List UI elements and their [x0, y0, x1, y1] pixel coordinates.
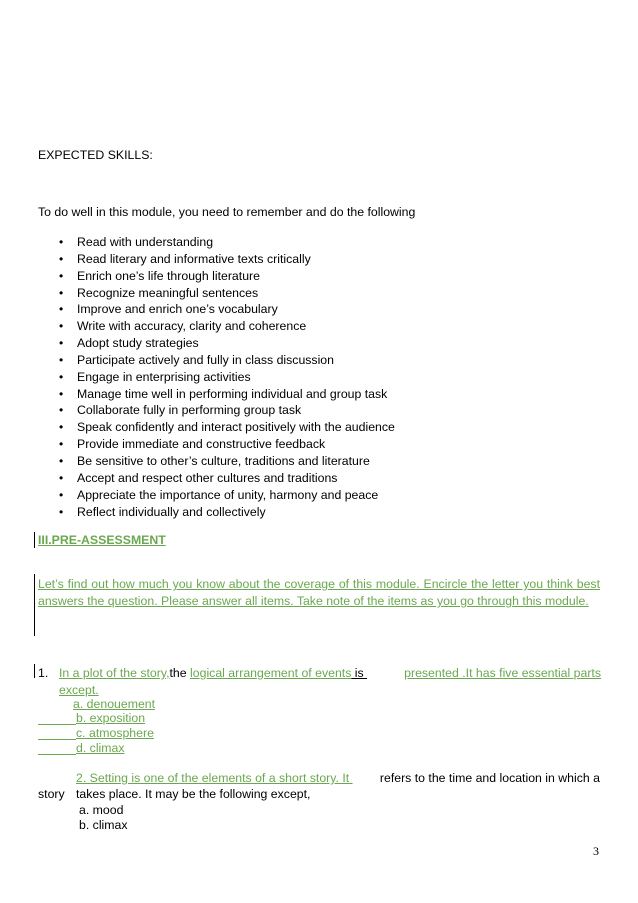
- question-1-number: 1.: [38, 666, 49, 680]
- bullet-icon: •: [59, 453, 64, 468]
- question-2-line2-lead: story: [38, 787, 65, 801]
- skill-list-item: [59, 402, 395, 419]
- bullet-icon: •: [59, 235, 64, 249]
- bullet-icon: •: [59, 251, 64, 266]
- bullet-icon: •: [59, 403, 64, 418]
- instructions-paragraph: Let’s find out how much you know about the coverage of this module. Encircle the letter you think best answers the question. Please answer all items. Take note of the items as you go through this module.: [38, 577, 600, 608]
- bullet-icon: •: [59, 352, 64, 367]
- q2-seg1: 2. Setting is one of the elements of a short story. It: [76, 771, 353, 785]
- q1-seg2: the: [169, 666, 191, 680]
- skill-list-item: [59, 268, 395, 285]
- skill-text: Reflect individually and collectively: [77, 504, 266, 519]
- bullet-icon: •: [59, 302, 64, 317]
- skill-list-item: [59, 301, 395, 318]
- skill-list-item: [59, 386, 395, 403]
- skill-list-item: [59, 453, 395, 470]
- skill-text: Provide immediate and constructive feedback: [77, 437, 326, 452]
- q1-option-d: d. climax: [76, 741, 125, 755]
- skill-list-item: [59, 369, 395, 386]
- skill-list-item: [59, 470, 395, 487]
- skill-list-item: [59, 234, 395, 251]
- section-heading-expected-skills: EXPECTED SKILLS:: [38, 148, 153, 162]
- q2-option-a: a. mood: [79, 803, 124, 817]
- skill-text: Be sensitive to other’s culture, traditions and literature: [77, 453, 370, 468]
- skill-list-item: [59, 285, 395, 302]
- skill-text: Appreciate the importance of unity, harmony and peace: [77, 487, 379, 502]
- margin-bar: [34, 664, 35, 678]
- skill-text: Read literary and informative texts critically: [77, 251, 311, 266]
- margin-bar: [34, 532, 35, 548]
- heading-numeral: III.: [38, 533, 52, 547]
- bullet-icon: •: [59, 420, 64, 435]
- skill-text: Engage in enterprising activities: [77, 369, 251, 384]
- q1-option-b: b. exposition: [76, 711, 146, 725]
- skill-text: Recognize meaningful sentences: [77, 285, 259, 300]
- skills-list: [59, 234, 395, 520]
- bullet-icon: •: [59, 319, 64, 334]
- skill-text: Read with understanding: [77, 235, 214, 249]
- skill-text: Participate actively and fully in class discussion: [77, 352, 334, 367]
- question-1-line2: except.: [59, 683, 99, 697]
- q1-seg4: is: [351, 666, 368, 680]
- question-2-line1: [76, 771, 600, 785]
- bullet-icon: •: [59, 437, 64, 452]
- q2-option-b: b. climax: [79, 818, 128, 832]
- skill-text: Write with accuracy, clarity and coherence: [77, 319, 307, 334]
- skill-list-item: [59, 251, 395, 268]
- skill-text: Enrich one’s life through literature: [77, 268, 260, 283]
- skill-list-item: [59, 318, 395, 335]
- q1-option-a: a. denouement: [73, 697, 156, 711]
- option-underline: [38, 754, 76, 755]
- skill-text: Accept and respect other cultures and traditions: [77, 470, 338, 485]
- q1-seg3: logical arrangement of events: [190, 666, 352, 680]
- bullet-icon: •: [59, 285, 64, 300]
- q1-seg5: presented .It has five essential parts: [404, 666, 601, 680]
- q2-seg2: refers to the time and location in which a: [379, 771, 600, 785]
- page-number: 3: [593, 844, 599, 858]
- skill-text: Collaborate fully in performing group task: [77, 403, 302, 418]
- bullet-icon: •: [59, 470, 64, 485]
- bullet-icon: •: [59, 369, 64, 384]
- bullet-icon: •: [59, 487, 64, 502]
- bullet-icon: •: [59, 504, 64, 519]
- bullet-icon: •: [59, 336, 64, 351]
- skill-list-item: [59, 419, 395, 436]
- question-2-line2-rest: takes place. It may be the following except,: [76, 787, 311, 801]
- option-underline: [38, 739, 76, 740]
- q1-seg1: In a plot of the story,: [59, 666, 170, 680]
- skill-list-item: [59, 352, 395, 369]
- skill-list-item: [59, 335, 395, 352]
- intro-text: To do well in this module, you need to remember and do the following: [38, 205, 416, 219]
- skill-text: Speak confidently and interact positively with the audience: [77, 420, 395, 435]
- skill-text: Improve and enrich one’s vocabulary: [77, 302, 278, 317]
- pre-assessment-heading: [38, 533, 166, 547]
- skill-text: Adopt study strategies: [77, 336, 199, 351]
- skill-text: Manage time well in performing individual and group task: [77, 386, 388, 401]
- skill-list-item: [59, 436, 395, 453]
- bullet-icon: •: [59, 268, 64, 283]
- bullet-icon: •: [59, 386, 64, 401]
- heading-text: PRE-ASSESSMENT: [51, 533, 166, 547]
- option-underline: [38, 724, 76, 725]
- question-1-line1: [59, 666, 601, 680]
- skill-list-item: [59, 487, 395, 504]
- skill-list-item: [59, 504, 395, 521]
- q1-option-c: c. atmosphere: [76, 726, 154, 740]
- margin-bar: [34, 574, 35, 636]
